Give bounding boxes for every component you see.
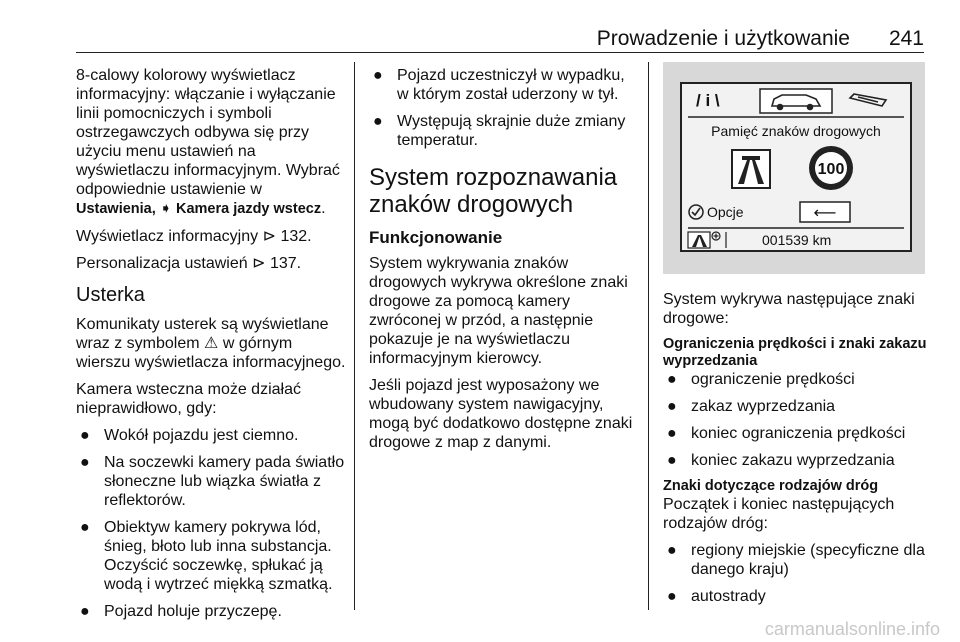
speed-limit-value: 100 [817,161,845,178]
column-1 [76,66,346,629]
fault-text-b: w górnym wierszu wyświetlacza informacyjnego. [76,335,346,371]
reference-2[interactable] [76,254,346,273]
bullet-icon: ● [667,542,677,559]
check-icon [689,205,703,219]
list-item-text: autostrady [691,588,766,605]
reference-2-text: Personalizacja ustawień [76,255,248,272]
list-item-text: Obiektyw kamery pokrywa lód, śnieg, błoto lub inna substancja. Oczyścić soczewkę, spłukać ją wodą i wytrzeć miękką szmatką. [104,519,333,593]
small-motorway-icon [688,232,710,248]
list-item-text: regiony miejskie (specyficzne dla danego kraju) [691,542,925,578]
list-item-text: Pojazd uczestniczył w wypadku, w którym został uderzony w tył. [397,67,625,103]
section-heading: System rozpoznawania znaków drogowych [369,164,618,218]
header-title: Prowadzenie i użytkowanie [596,27,850,50]
bullet-icon: ● [80,427,90,444]
header-rule [76,52,924,53]
list-item-text: koniec zakazu wyprzedzania [691,452,895,469]
road-types-subheading: Znaki dotyczące rodzajów dróg [663,478,879,494]
bullet-icon: ● [80,454,90,471]
list-item [76,453,346,510]
detected-signs-intro: System wykrywa następujące znaki drogowe: [663,291,915,327]
column-2 [369,66,637,460]
tab-general-label: / i \ [696,91,720,110]
back-arrow-icon: ⟵ [813,203,837,222]
list-item-text: Na soczewki kamery pada światło słoneczne lub wiązka światła z reflektorów. [104,454,345,509]
list-item [76,518,346,594]
function-paragraph-2: Jeśli pojazd jest wyposażony we wbudowany system nawigacyjny, mogą być dodatkowo dostępne znaki drogowe z map z danymi. [369,377,633,451]
driver-info-display [680,82,912,252]
fault-heading: Usterka [76,284,145,306]
warning-triangle-icon: ⚠ [204,335,219,352]
intro-paragraph [76,66,346,219]
speed-limit-sign-icon [809,146,853,190]
bullet-icon: ● [667,588,677,605]
speed-signs-list [663,370,929,470]
list-item-text: Występują skrajnie duże zmiany temperatur. [397,113,626,149]
bullet-icon: ● [80,603,90,620]
page-ref-arrow-icon: ⊳ [252,255,266,272]
bullet-icon: ● [373,113,383,130]
bullet-icon: ● [667,452,677,469]
list-item [369,112,637,150]
fault-paragraph [76,315,346,372]
fault-conditions-list-continued [369,66,637,150]
fault-conditions-list [76,426,346,621]
display-illustration [663,62,925,274]
list-item [76,426,346,445]
list-item [663,424,929,443]
list-item [663,451,929,470]
reference-1-text: Wyświetlacz informacyjny [76,228,259,245]
list-item [369,66,637,104]
page-ref-arrow-icon: ⊳ [262,228,276,245]
bullet-icon: ● [373,67,383,84]
list-item-text: koniec ograniczenia prędkości [691,425,906,442]
column-3 [663,66,929,614]
motorway-sign-icon [732,150,770,188]
menu-end: . [321,200,326,217]
options-label: Opcje [707,204,744,220]
menu-separator: , ➧ [151,201,176,217]
road-types-list [663,541,929,606]
plus-circle-icon [712,232,720,240]
list-item-text: Pojazd holuje przyczepę. [104,603,282,620]
display-title: Pamięć znaków drogowych [711,123,881,139]
list-item [663,370,929,389]
list-item [663,587,929,606]
column-divider-2 [648,62,649,610]
fault-text-a: Komunikaty usterek są wyświetlane wraz z symbolem [76,316,329,352]
list-item [663,397,929,416]
bullet-icon: ● [667,371,677,388]
subsection-heading: Funkcjonowanie [369,228,503,247]
reference-2-page: 137. [269,255,302,272]
menu-path-settings: Ustawienia [76,201,152,217]
bullet-icon: ● [80,519,90,536]
list-item-text: ograniczenie prędkości [691,371,855,388]
list-item [76,602,346,621]
tab-selected-frame [760,89,832,113]
list-item-text: zakaz wyprzedzania [691,398,836,415]
road-types-paragraph: Początek i koniec następujących rodzajów dróg: [663,496,895,532]
intro-text: 8-calowy kolorowy wyświetlacz informacyjny: włączanie i wyłączanie linii pomocniczych i symboli ostrzegawczych odbywa się przy użyciu menu ustawień na wyświetlaczu informacyjnym. Wybrać odpowiednie ustawienie w [76,67,340,198]
watermark: carmanualsonline.info [764,619,940,639]
display-drawing [682,84,910,250]
menu-path-rear-camera: Kamera jazdy wstecz [176,201,322,217]
reference-1[interactable] [76,227,346,246]
list-item [663,541,929,579]
odometer-reading: 001539 km [762,232,832,248]
page-header [76,28,924,50]
road-sign-icon [850,94,886,106]
reference-1-page: 132. [280,228,312,245]
bullet-icon: ● [667,398,677,415]
speed-overtaking-subheading: Ograniczenia prędkości i znaki zakazu wyprzedzania [663,336,927,369]
list-item-text: Wokół pojazdu jest ciemno. [104,427,299,444]
bullet-icon: ● [667,425,677,442]
function-paragraph-1: System wykrywania znaków drogowych wykrywa określone znaki drogowe za pomocą kamery zwróconej w przód, a następnie pokazuje je na wyświetlaczu informacyjnym kierowcy. [369,255,628,367]
fault-conditions-intro: Kamera wsteczna może działać nieprawidłowo, gdy: [76,381,301,417]
page-number: 241 [888,27,924,50]
column-divider-1 [354,62,355,610]
